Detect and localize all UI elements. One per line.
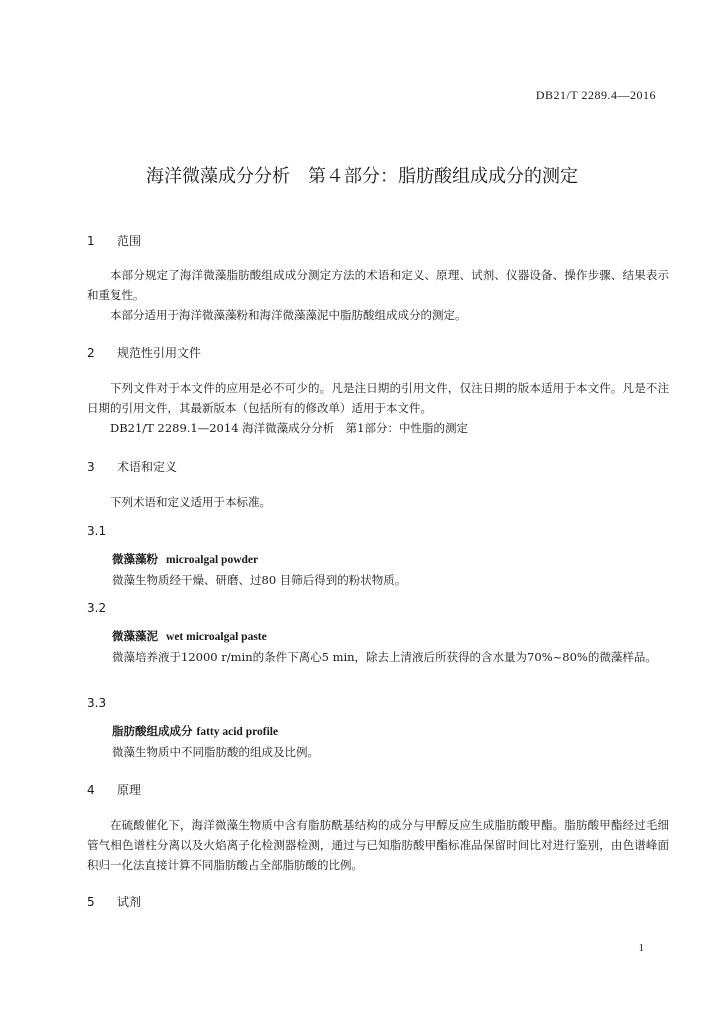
section-3-body [87, 492, 669, 512]
term-3-3 [112, 721, 669, 762]
paragraph: DB21/T 2289.1—2014 海洋微藻成分分析 第1部分：中性脂的测定 [110, 421, 468, 435]
document-title: 海洋微藻成分分析 第４部分：脂肪酸组成成分的测定 [146, 166, 578, 187]
term-definition: 微藻培养液于12000 r/min的条件下离心5 min，除去上清液后所获得的含水量为70%~80%的微藻样品。 [112, 650, 657, 664]
term-3-1 [112, 549, 669, 590]
section-4-heading: 4 原理 [87, 783, 142, 797]
clause-3-3: 3.3 [87, 696, 107, 710]
section-2-heading: 2 规范性引用文件 [87, 346, 202, 360]
paragraph: 在硫酸催化下，海洋微藻生物质中含有脂肪酰基结构的成分与甲醇反应生成脂肪酸甲酯。脂肪酸甲酯经过毛细管气相色谱柱分离以及火焰离子化检测器检测，通过与已知脂肪酸甲酯标准品保留时间比对进行鉴别，由色谱峰面积归一化法直接计算不同脂肪酸占全部脂肪酸的比例。 [87, 818, 669, 872]
term-heading: 微藻藻粉 microalgal powder [112, 552, 259, 566]
term-definition: 微藻生物质经干燥、研磨、过80 目筛后得到的粉状物质。 [112, 573, 407, 587]
clause-3-1: 3.1 [87, 524, 107, 538]
term-heading: 脂肪酸组成成分 fatty acid profile [112, 724, 279, 738]
paragraph: 本部分适用于海洋微藻藻粉和海洋微藻藻泥中脂肪酸组成成分的测定。 [110, 308, 467, 322]
section-2-body [87, 378, 669, 438]
section-1-heading: 1 范围 [87, 234, 142, 248]
section-3-heading: 3 术语和定义 [87, 460, 178, 474]
term-heading: 微藻藻泥 wet microalgal paste [112, 629, 267, 643]
paragraph: 下列文件对于本文件的应用是必不可少的。凡是注日期的引用文件，仅注日期的版本适用于本文件。凡是不注日期的引用文件，其最新版本（包括所有的修改单）适用于本文件。 [87, 381, 669, 415]
section-5-heading: 5 试剂 [87, 895, 142, 909]
standard-code: DB21/T 2289.4—2016 [535, 88, 656, 102]
term-definition: 微藻生物质中不同脂肪酸的组成及比例。 [112, 745, 319, 759]
paragraph: 本部分规定了海洋微藻脂肪酸组成成分测定方法的术语和定义、原理、试剂、仪器设备、操作步骤、结果表示和重复性。 [87, 268, 669, 302]
clause-3-2: 3.2 [87, 601, 107, 615]
page-number: 1 [638, 942, 644, 954]
section-4-body [87, 815, 669, 875]
section-1-body [87, 265, 669, 325]
paragraph: 下列术语和定义适用于本标准。 [110, 495, 271, 509]
term-3-2 [112, 626, 669, 667]
